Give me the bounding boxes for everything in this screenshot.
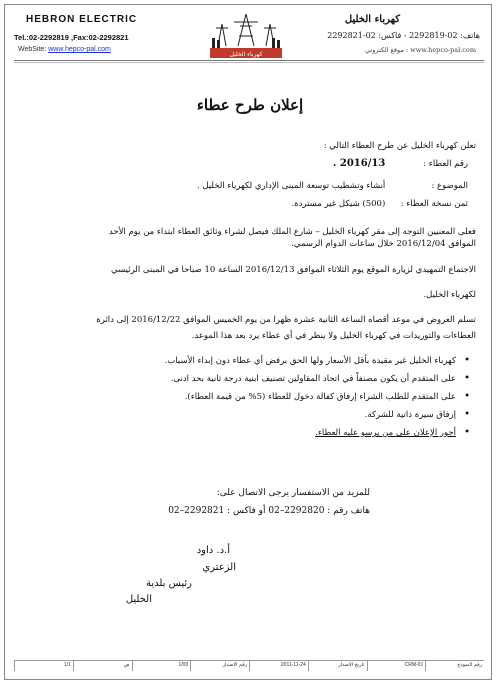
company-logo-icon <box>208 10 284 60</box>
price-value: (500) شيكل غير مستردة. <box>291 199 386 209</box>
footer-cell: تاريخ الاصدار <box>308 661 367 671</box>
paragraph-submission-cont: العطاءات والتوريدات في كهرباء الخليل ولا ينظر في أي عطاء يرد بعد هذا الموعد. <box>191 331 476 341</box>
paragraph-purchase-cont: الموافق 2016/12/04 خلال ساعات الدوام الرسمي. <box>291 239 476 249</box>
price-row <box>12 198 468 210</box>
subject-label: الموضوع : <box>431 181 468 191</box>
tender-number-row <box>12 158 468 170</box>
company-phone-ar: هاتف: 02-2292819 - فاكس: 02-2292821 <box>327 31 480 40</box>
price-label: ثمن نسخة العطاء : <box>400 199 468 209</box>
signature-position: رئيس بلدية <box>145 578 192 589</box>
contact-numbers: هاتف رقم : 2292820–02 أو فاكس : 2292821–02 <box>168 506 370 516</box>
list-item: • على المتقدم أن يكون مصنفاً في اتحاد المقاولين تصنيف ابنية درجة ثانية بحد ادنى. <box>16 370 456 388</box>
tender-number-label: رقم العطاء : <box>423 159 468 169</box>
list-item: • على المتقدم للطلب الشراء إرفاق كفالة دخول للعطاء (5% من قيمة العطاء). <box>16 388 456 406</box>
header-divider-thin <box>14 62 484 63</box>
footer-cell: ص <box>73 661 132 671</box>
paragraph-meeting-cont: لكهرباء الخليل. <box>423 290 476 300</box>
subject-value: أنشاء وتشطيب توسعة المبنى الإداري لكهرباء الخليل . <box>197 181 386 191</box>
company-phone-en: Tel.:02-2292819 ,Fax:02-2292821 <box>14 33 129 42</box>
list-item: • إرفاق سيرة ذاتية للشركة. <box>16 406 456 424</box>
paragraph-meeting: الاجتماع التمهيدي لزيارة الموقع يوم الثلاثاء الموافق 2016/12/13 الساعة 10 صباحا في المبنى الرئيسي <box>110 265 476 275</box>
footer-cell: 2011-11-24 <box>249 661 308 671</box>
tender-number-value: 2016/13 . <box>332 158 386 169</box>
list-item: • كهرباء الخليل غير مقيدة بأقل الأسعار ولها الحق برفض أي عطاء دون إبداء الأسباب. <box>16 352 456 370</box>
website-label: WebSite: <box>18 46 47 53</box>
conditions-list <box>16 352 474 442</box>
list-item: • أجور الإعلان على من يرسو عليه العطاء. <box>16 424 456 442</box>
subject-row <box>12 180 468 192</box>
intro-text: تعلن كهرباء الخليل عن طرح العطاء التالي : <box>323 141 476 151</box>
company-name-en: HEBRON ELECTRIC <box>26 14 138 25</box>
footer-cell: 1/00 <box>132 661 191 671</box>
paragraph-submission: تسلم العروض في موعد أقصاه الساعة الثانية عشرة ظهرا من يوم الخميس الموافق 2016/12/22 إلى دائرة <box>96 315 476 325</box>
document-footer <box>14 660 484 671</box>
company-website-en <box>18 46 111 53</box>
footer-cell: رقم الاصدار <box>190 661 249 671</box>
paragraph-purchase: فعلى المعنيين التوجه إلى مقر كهرباء الخليل – شارع الملك فيصل لشراء وثائق العطاء ابتداء من يوم الأحد <box>108 227 476 237</box>
header-divider <box>14 60 484 61</box>
company-website-ar: www.hepco-pal.com : موقع الكتروني <box>365 46 476 54</box>
signature-surname: الزعتري <box>202 562 236 573</box>
website-link[interactable]: www.hepco-pal.com <box>48 46 111 53</box>
signature-name: أ.د. داود <box>196 545 230 556</box>
company-name-ar: كهرباء الخليل <box>344 14 400 25</box>
footer-cell: 1/1 <box>14 661 73 671</box>
signature-city: الخليل <box>125 594 152 605</box>
footer-cell: رقم النموذج <box>425 661 484 671</box>
footer-cell: CRM-01 <box>367 661 426 671</box>
contact-line: للمزيد من الاستفسار يرجى الاتصال على: <box>216 488 370 498</box>
page-title: إعلان طرح عطاء <box>196 96 304 114</box>
logo-text: كهرباء الخليل <box>229 51 263 58</box>
